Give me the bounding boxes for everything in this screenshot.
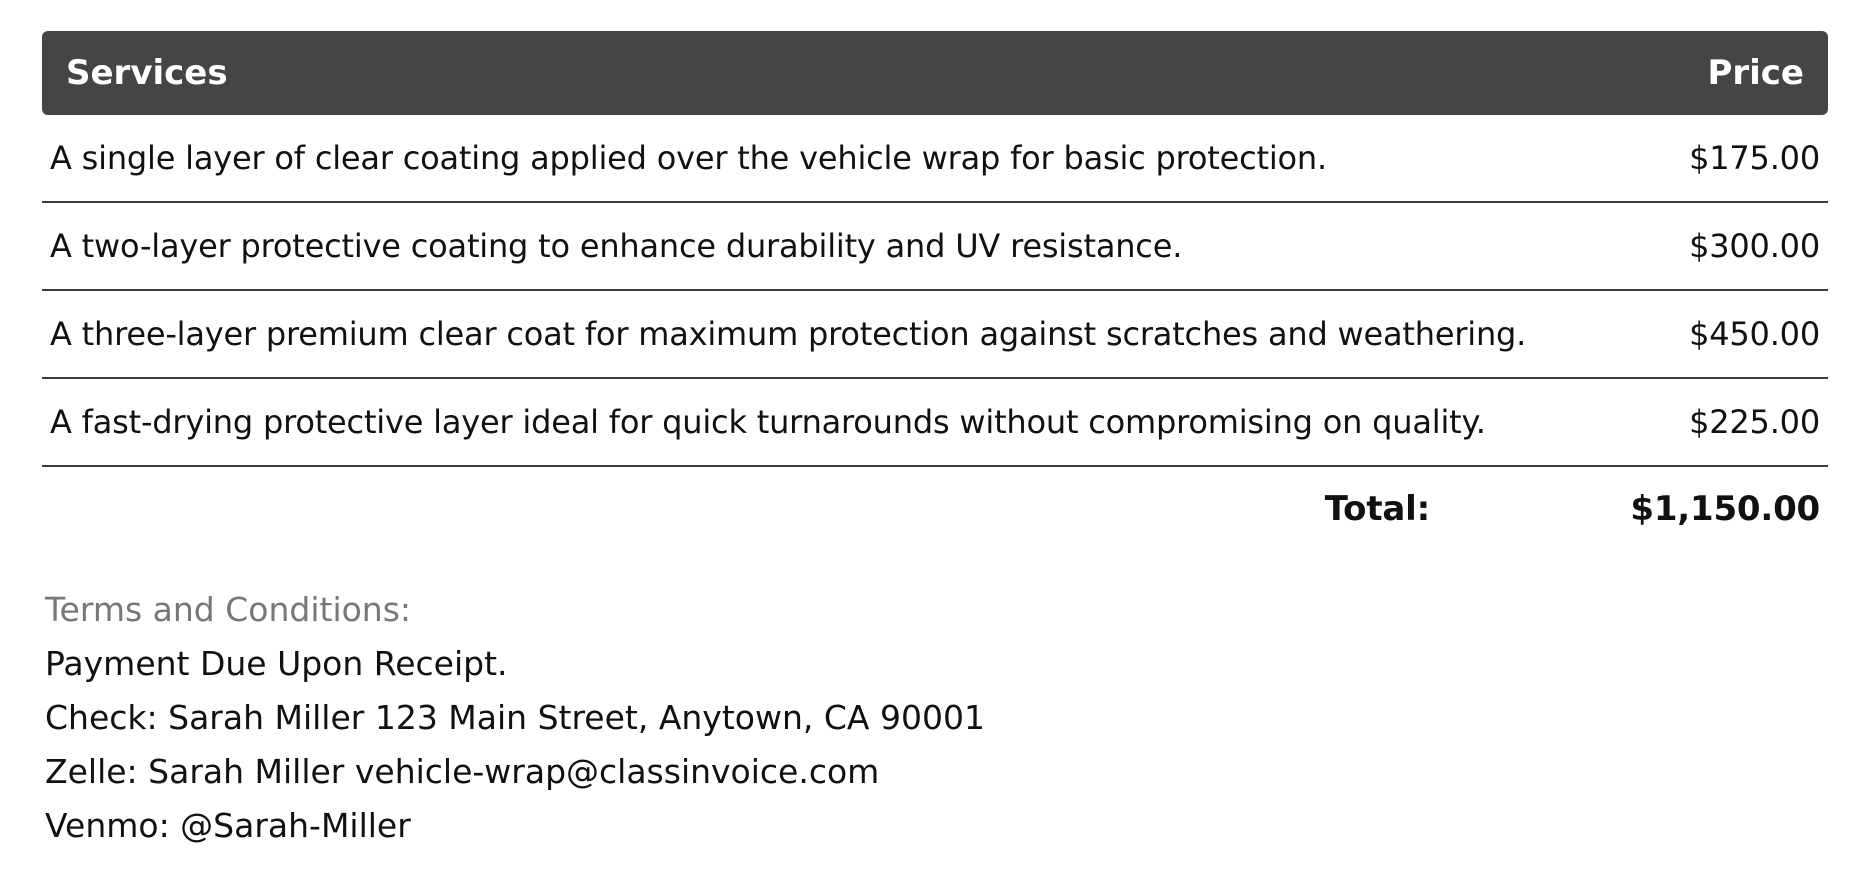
total-value: $1,150.00 — [1630, 489, 1820, 529]
terms-zelle-info: Zelle: Sarah Miller vehicle-wrap@classinvoice.com — [45, 752, 880, 791]
terms-venmo-info: Venmo: @Sarah-Miller — [45, 806, 411, 845]
service-price: $450.00 — [1520, 291, 1828, 379]
terms-check-info: Check: Sarah Miller 123 Main Street, Anytown, CA 90001 — [45, 698, 985, 737]
service-price: $300.00 — [1520, 203, 1828, 291]
table-row — [42, 115, 1828, 203]
table-header-row — [42, 31, 1828, 115]
service-price: $175.00 — [1520, 115, 1828, 203]
terms-title: Terms and Conditions: — [45, 590, 412, 629]
service-description: A two-layer protective coating to enhance durability and UV resistance. — [42, 203, 1520, 291]
price-column-header: Price — [1520, 31, 1828, 115]
terms-section — [45, 583, 985, 853]
table-row — [42, 203, 1828, 291]
service-description: A single layer of clear coating applied over the vehicle wrap for basic protection. — [42, 115, 1520, 203]
total-label: Total: — [1324, 489, 1430, 529]
invoice-services-section — [42, 31, 1828, 551]
service-price: $225.00 — [1520, 379, 1828, 467]
terms-payment-due: Payment Due Upon Receipt. — [45, 644, 508, 683]
service-description: A fast-drying protective layer ideal for quick turnarounds without compromising on quality. — [42, 379, 1520, 467]
table-row — [42, 291, 1828, 379]
total-row — [42, 467, 1828, 551]
table-row — [42, 379, 1828, 467]
services-table — [42, 31, 1828, 551]
service-description: A three-layer premium clear coat for maximum protection against scratches and weathering. — [42, 291, 1520, 379]
services-column-header: Services — [42, 31, 1520, 115]
